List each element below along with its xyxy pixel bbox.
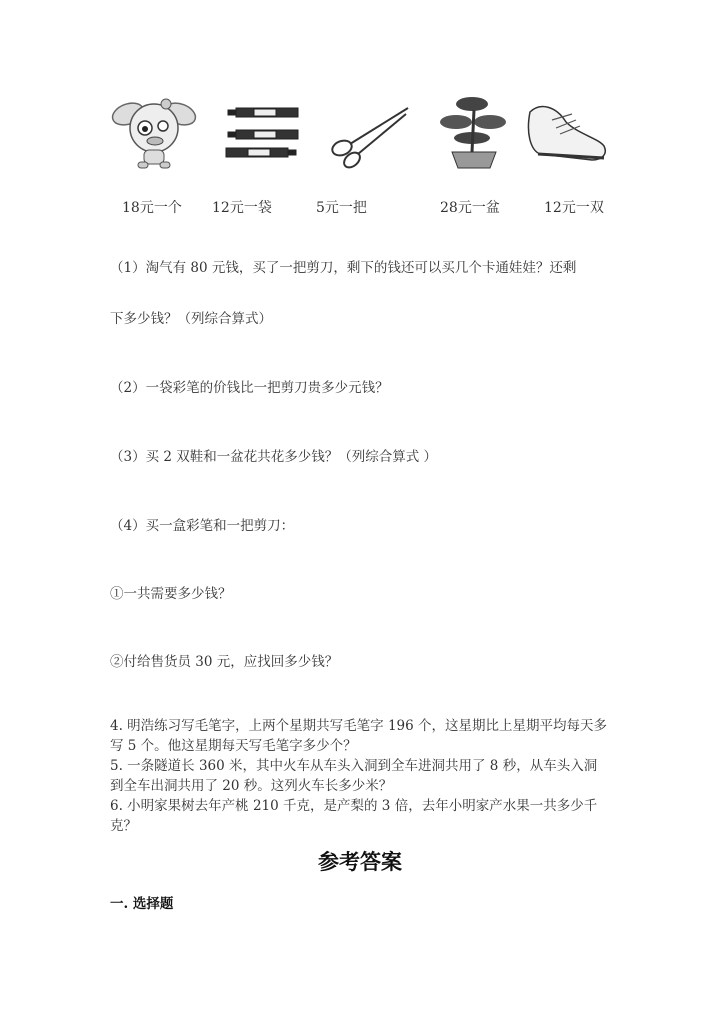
question-2: （2）一袋彩笔的价钱比一把剪刀贵多少元钱？	[110, 380, 389, 396]
price-label-doll: 18元一个	[122, 200, 182, 216]
scissors-icon	[326, 92, 416, 172]
problem-4: 4. 明浩练习写毛笔字，上两个星期共写毛笔字 196 个，这星期比上星期平均每天多写 5 个。他这星期每天写毛笔字多少个？	[110, 718, 608, 754]
problem-5: 5. 一条隧道长 360 米，其中火车从车头入洞到全车进洞共用了 8 秒，从车头入洞到全车出洞共用了 20 秒。这列火车长多少米？	[110, 758, 598, 794]
shoe-icon	[522, 92, 612, 172]
question-1-line2: 下多少钱？（列综合算式）	[110, 311, 272, 327]
question-3: （3）买 2 双鞋和一盆花共花多少钱？（列综合算式 ）	[110, 449, 438, 465]
price-label-bonsai: 28元一盆	[440, 200, 500, 216]
price-label-scissors: 5元一把	[316, 200, 367, 216]
cartoon-doll-icon	[108, 92, 198, 172]
markers-icon	[218, 92, 308, 172]
question-4: （4）买一盒彩笔和一把剪刀：	[110, 518, 295, 534]
bonsai-icon	[432, 92, 522, 172]
problem-6: 6. 小明家果树去年产桃 210 千克，是产梨的 3 倍，去年小明家产水果一共多少千克？	[110, 798, 598, 834]
price-label-shoes: 12元一双	[544, 200, 604, 216]
price-label-markers: 12元一袋	[212, 200, 272, 216]
section-heading-choice: 一. 选择题	[110, 896, 174, 912]
question-1-line1: （1）淘气有 80 元钱，买了一把剪刀，剩下的钱还可以买几个卡通娃娃？还剩	[110, 260, 577, 276]
question-4b: ②付给售货员 30 元，应找回多少钱？	[110, 654, 339, 670]
question-4a: ①一共需要多少钱？	[110, 586, 232, 602]
answer-key-title: 参考答案	[318, 849, 402, 874]
